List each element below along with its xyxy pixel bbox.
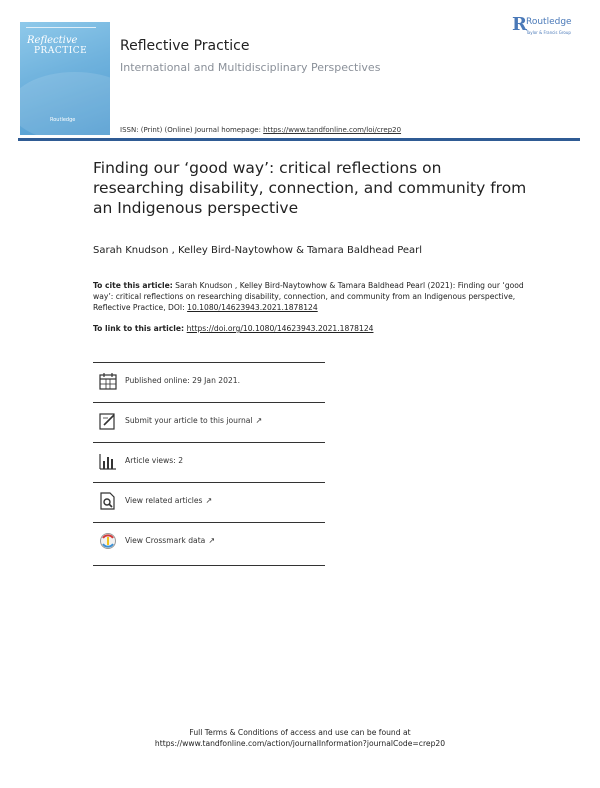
journal-title: Reflective Practice [120, 38, 250, 54]
routledge-logo[interactable] [512, 14, 584, 44]
citation-block [93, 280, 533, 314]
crossmark-icon [99, 532, 117, 550]
routledge-logo-tagline: Taylor & Francis Group [526, 30, 571, 35]
related-articles-link[interactable] [125, 496, 212, 505]
related-articles-row[interactable] [93, 482, 325, 522]
issn-line [120, 126, 401, 134]
external-link-icon: ↗ [255, 416, 263, 425]
article-link-label: To link to this article: [93, 324, 187, 333]
issn-prefix: ISSN: (Print) (Online) Journal homepage: [120, 126, 264, 134]
article-link-row [93, 324, 373, 333]
citation-label: To cite this article: [93, 281, 173, 290]
cover-title-line2: PRACTICE [34, 46, 88, 56]
crossmark-row[interactable] [93, 522, 325, 562]
bar-chart-icon [99, 452, 117, 470]
crossmark-text: View Crossmark data [125, 536, 206, 545]
crossmark-link[interactable] [125, 536, 215, 545]
citation-text: Sarah Knudson , Kelley Bird-Naytowhow & Tamara Baldhead Pearl (2021): Finding our ‘good way’: critical reflections on researching disability, connection, and community from an Indigenous perspective, Reflective Practice, DOI: [93, 281, 524, 313]
header-divider [18, 138, 580, 141]
routledge-logo-name: Routledge [526, 17, 572, 27]
related-articles-text: View related articles [125, 496, 203, 505]
article-authors: Sarah Knudson , Kelley Bird-Naytowhow & Tamara Baldhead Pearl [93, 245, 423, 256]
submit-article-link[interactable] [125, 416, 262, 425]
journal-homepage-link[interactable]: https://www.tandfonline.com/loi/crep20 [263, 126, 402, 134]
footer [0, 727, 600, 749]
article-title: Finding our ‘good way’: critical reflections on researching disability, connection, and community from an Indigenous perspective [93, 159, 527, 217]
footer-terms-text: Full Terms & Conditions of access and use can be found at [189, 728, 411, 737]
routledge-r-icon: R [512, 14, 527, 35]
article-views-row [93, 442, 325, 482]
article-views-text: Article views: 2 [125, 456, 184, 465]
search-document-icon [99, 492, 117, 510]
cover-title-line1: Reflective [27, 35, 78, 46]
calendar-icon [99, 372, 117, 390]
external-link-icon: ↗ [208, 536, 216, 545]
published-online-row [93, 362, 325, 402]
external-link-icon: ↗ [205, 496, 213, 505]
published-online-text: Published online: 29 Jan 2021. [125, 376, 241, 385]
submit-article-row[interactable] [93, 402, 325, 442]
cover-publisher-mark: Routledge [50, 117, 76, 123]
cover-wave-shape [20, 72, 110, 135]
footer-terms-url[interactable]: https://www.tandfonline.com/action/journalInformation?journalCode=crep20 [154, 739, 446, 748]
edit-icon [99, 412, 117, 430]
journal-subtitle: International and Multidisciplinary Perspectives [120, 61, 381, 74]
info-divider-bottom [93, 565, 325, 566]
journal-cover-image [20, 22, 110, 135]
article-doi-url[interactable]: https://doi.org/10.1080/14623943.2021.1878124 [186, 324, 374, 333]
citation-doi-link[interactable]: 10.1080/14623943.2021.1878124 [187, 303, 318, 313]
cover-top-line [26, 27, 96, 28]
submit-article-text: Submit your article to this journal [125, 416, 253, 425]
